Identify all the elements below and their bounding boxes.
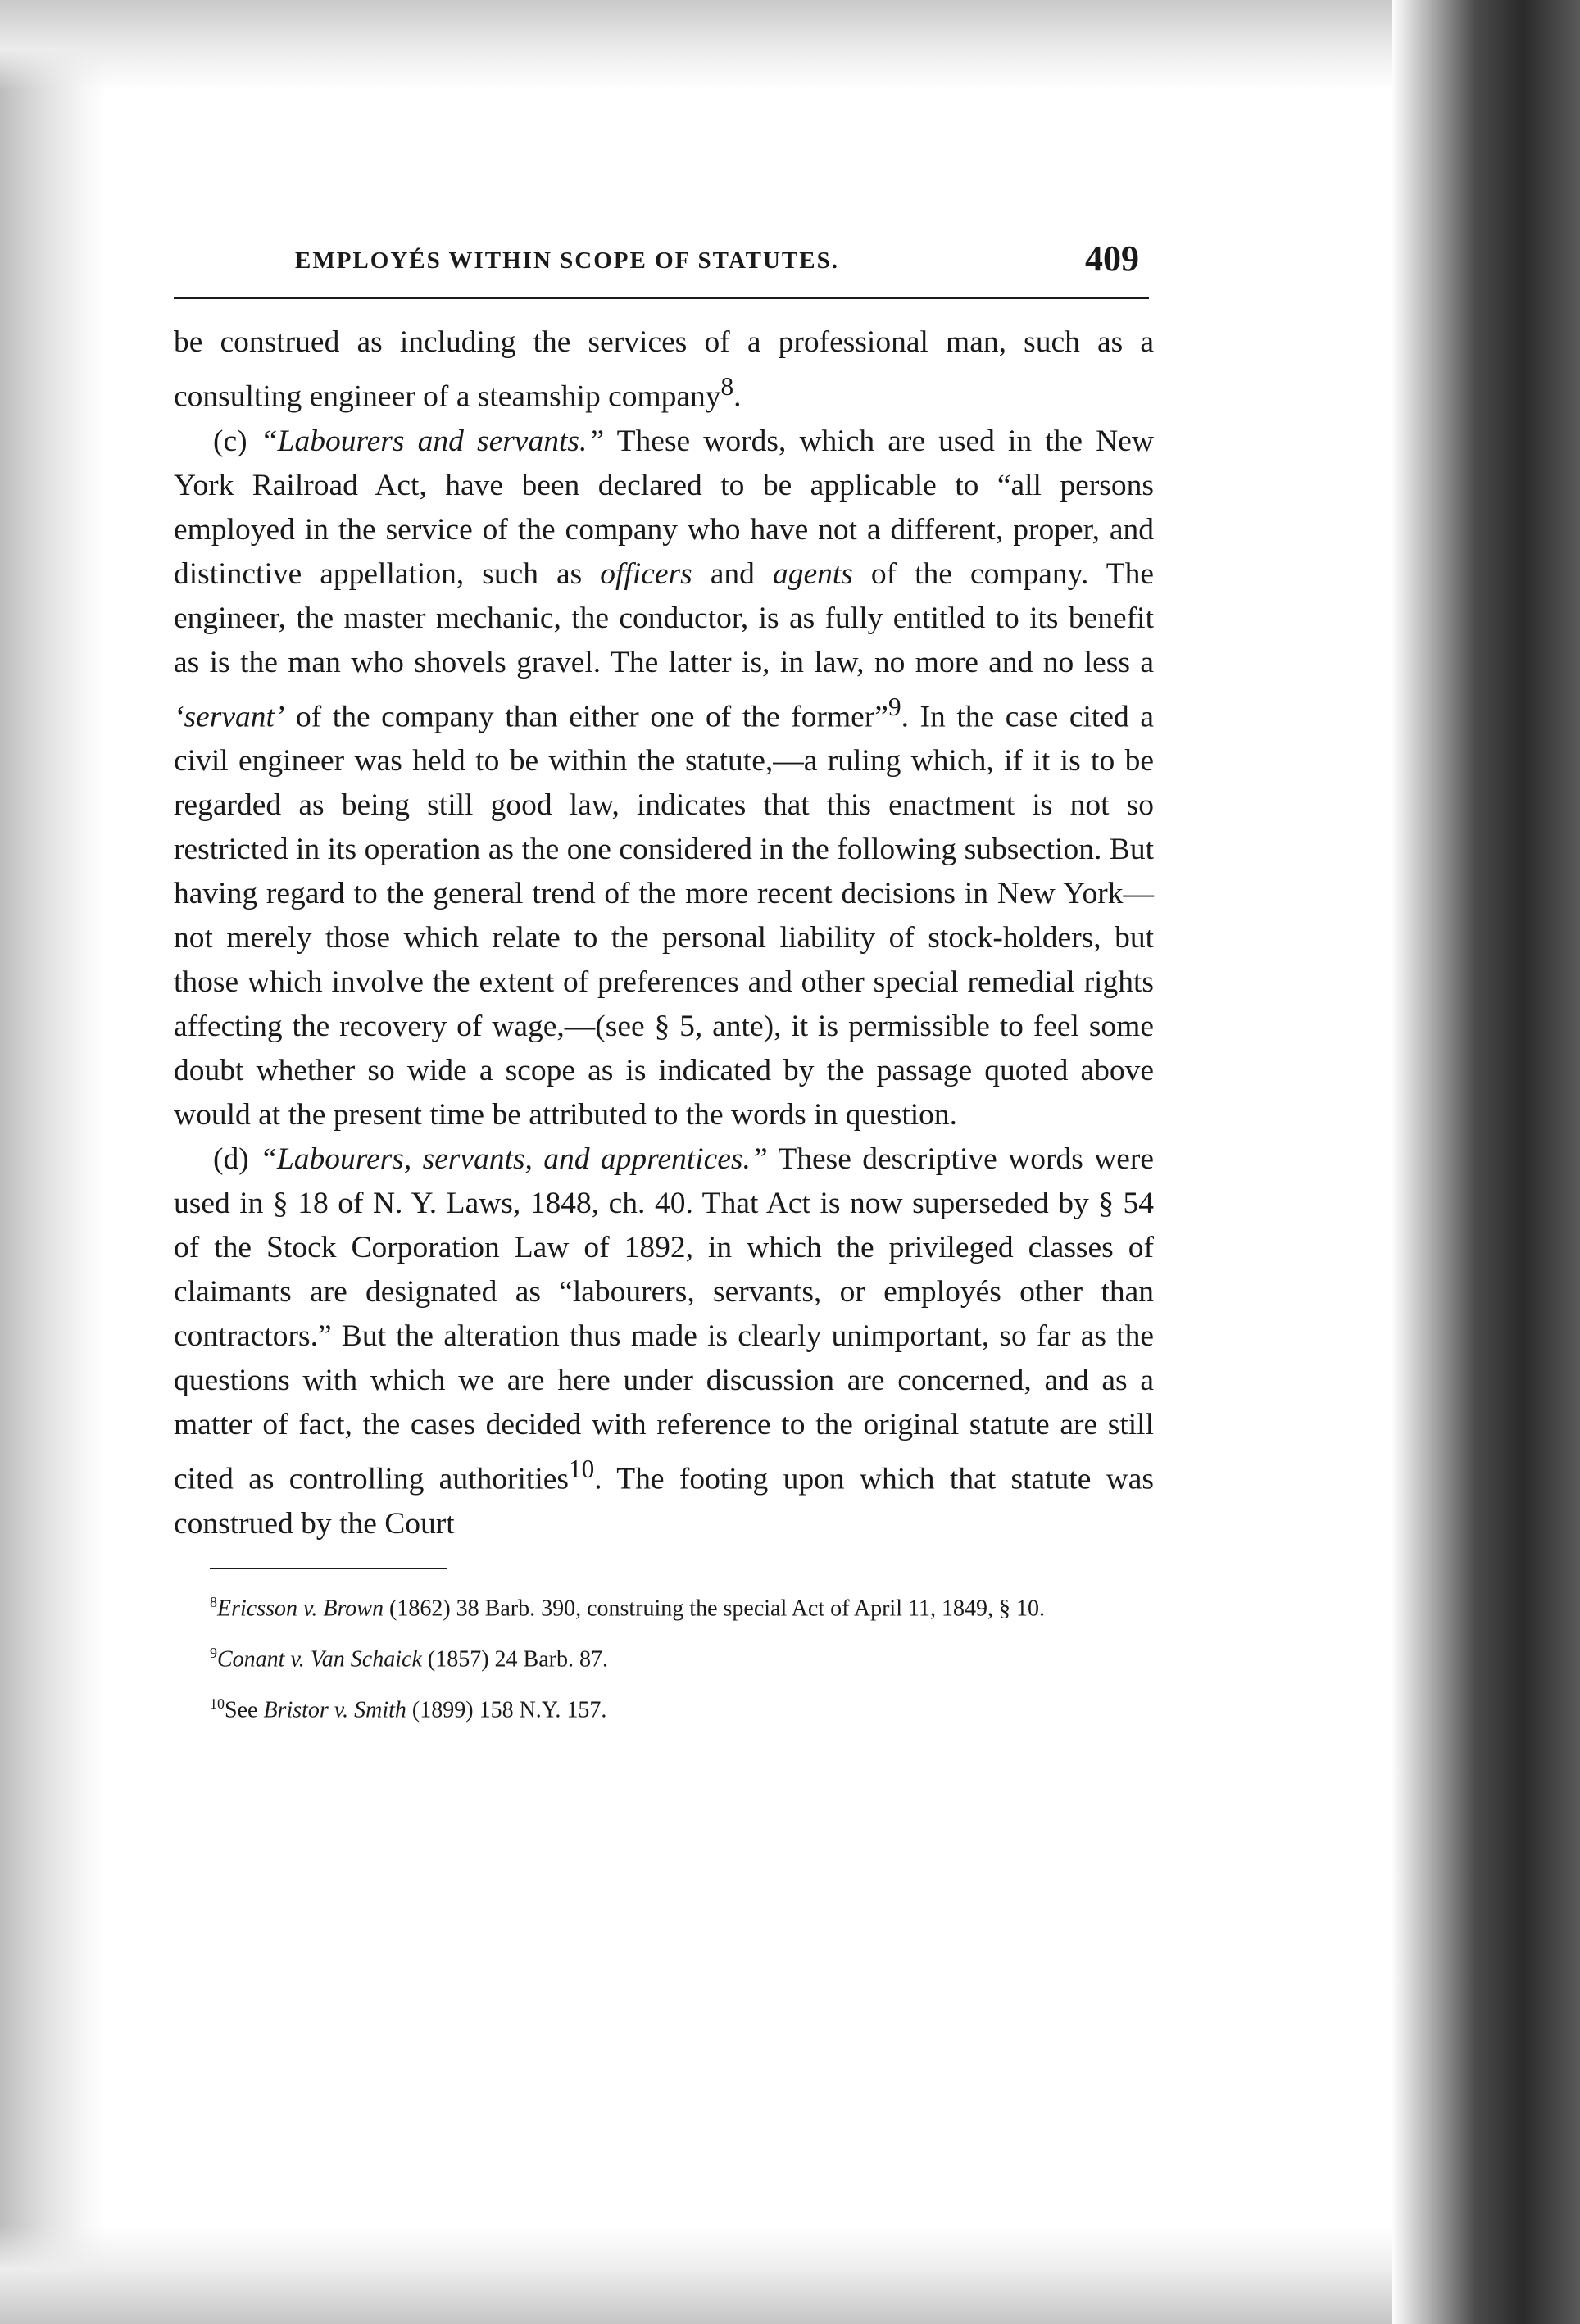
footnote-mark: 10 [210, 1695, 225, 1713]
citation-text: (1857) 24 Barb. 87. [421, 1646, 608, 1673]
paragraph-c-text-a: These words, which are used in the New York Railroad Act, have been declared to be applicable to “all persons employed in the service of the company who have not a different, proper, and distinctive appellation, such as [174, 424, 1154, 591]
footnote-mark: 9 [210, 1644, 217, 1661]
book-page [174, 238, 1154, 1740]
footnote-rule [210, 1568, 447, 1569]
case-name: Bristor v. Smith [263, 1697, 406, 1723]
scan-shadow-top [0, 0, 1580, 90]
scan-shadow-left [0, 0, 107, 2324]
page-number: 409 [1085, 238, 1139, 279]
term-servant: ‘servant’ [174, 700, 285, 733]
paragraph-1: be construed as including the services of a professional man, such as a consulting engineer of a steamship company$^8$. [174, 325, 1154, 414]
header-rule [174, 297, 1149, 299]
footnote-ref-8: 8 [720, 372, 734, 401]
term-officers: officers [600, 556, 692, 591]
citation-text: (1862) 38 Barb. 390, construing the special Act of April 11, 1849, § 10. [384, 1595, 1045, 1621]
paragraph-c [174, 420, 1154, 1138]
term-agents: agents [772, 556, 853, 591]
paragraph-c-text-e: . In the case cited a civil engineer was held to be within the statute,—a ruling which, if it is to be regarded as being still good law, indicates that this enactment is not so restricted in its operation as the one considered in the following subsection. But having regard to the general trend of the more recent decisions in New York—not merely those which relate to the personal liability of stock-holders, but those which involve the extent of preferences and other special remedial rights affecting the recovery of wage,—(see § 5, ante), it is permissible to feel some doubt whether so wide a scope as is indicated by the passage quoted above would at the present time be attributed to the words in question. [174, 700, 1154, 1132]
paragraph-c-text-c: of the company. The engineer, the master mechanic, the conductor, is as fully entitled to its benefit as is the man who shovels gravel. The latter is, in law, no more and no less a [174, 556, 1154, 679]
footnote-ref-10: 10 [568, 1455, 595, 1483]
footnote-mark: 8 [210, 1593, 217, 1610]
footnote-10 [174, 1689, 1154, 1725]
paragraph-d [174, 1137, 1154, 1546]
scan-shadow-bottom [0, 2226, 1580, 2324]
footnote-8 [174, 1587, 1154, 1623]
case-name: Conant v. Van Schaick [217, 1646, 422, 1673]
running-head [174, 238, 1154, 287]
paragraph-c-text-d: of the company than either one of the former” [284, 700, 888, 733]
subsection-heading-d: “Labourers, servants, and apprentices.” [260, 1142, 768, 1176]
subsection-label-d: (d) [213, 1142, 249, 1176]
citation-text: (1899) 158 N.Y. 157. [406, 1697, 607, 1723]
paragraph-c-text-b: and [692, 556, 773, 591]
paragraph-d-text-a: These descriptive words were used in § 18 of N. Y. Laws, 1848, ch. 40. That Act is now superseded by § 54 of the Stock Corporation Law of 1892, in which the privileged classes of claimants are designated as “labourers, servants, or employés other than contractors.” But the alteration thus made is clearly unimportant, so far as the questions with which we are here under discussion are concerned, and as a matter of fact, the cases decided with reference to the original statute are still cited as controlling authorities [174, 1142, 1155, 1496]
footnote-ref-9: 9 [888, 692, 901, 721]
scan-binding-right [1392, 0, 1580, 2324]
paragraph-d-text-b: . The footing upon which that statute was construed by the Court [174, 1462, 1154, 1541]
running-title: EMPLOYÉS WITHIN SCOPE OF STATUTES. [295, 247, 839, 274]
paragraph-1-text: be construed as including the services of a professional man, such as a consulting engineer of a steamship company [174, 325, 1154, 414]
subsection-heading-c: “Labourers and servants.” [260, 424, 605, 458]
body-text [174, 320, 1154, 1546]
citation-prefix: See [225, 1697, 264, 1723]
subsection-label-c: (c) [213, 424, 247, 458]
case-name: Ericsson v. Brown [217, 1595, 384, 1621]
footnote-9 [174, 1638, 1154, 1674]
footnotes [174, 1587, 1154, 1726]
